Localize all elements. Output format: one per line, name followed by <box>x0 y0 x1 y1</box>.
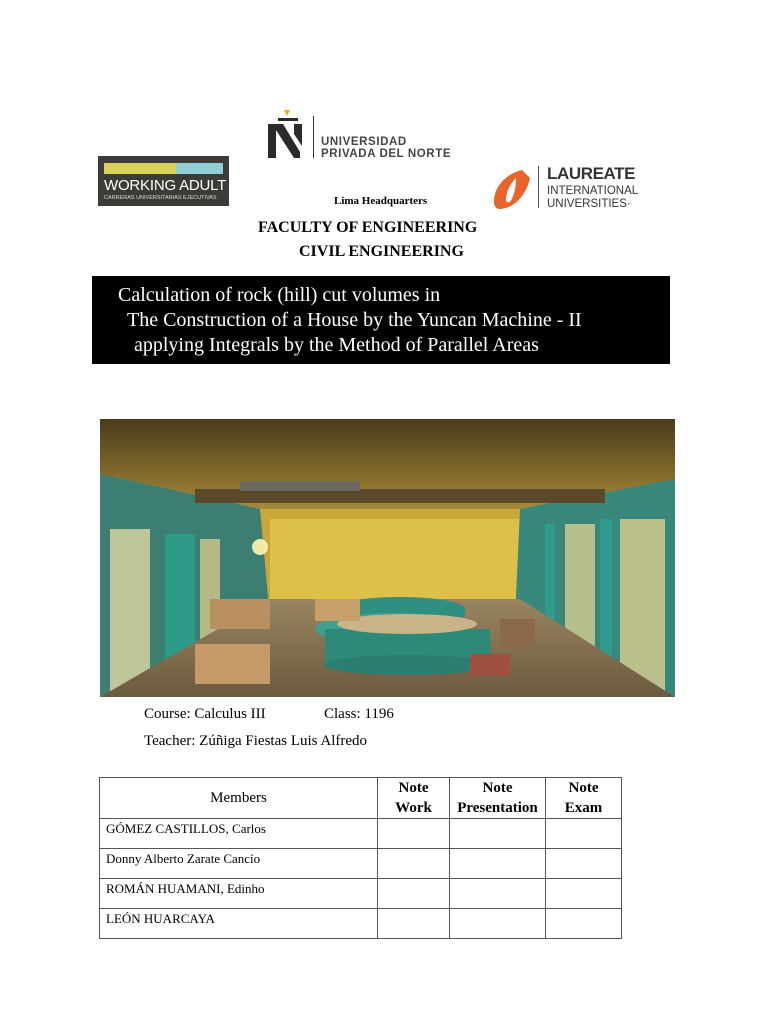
table-row <box>100 819 622 849</box>
note-presentation-cell[interactable] <box>450 879 546 909</box>
document-title-box <box>92 276 670 364</box>
upn-name-line2: PRIVADA DEL NORTE <box>321 148 452 160</box>
working-adult-logo <box>98 156 229 206</box>
member-name: Donny Alberto Zarate Cancío <box>100 849 378 879</box>
working-adult-blue-bar <box>176 163 223 174</box>
working-adult-title: WORKING ADULT <box>104 177 227 194</box>
upn-name <box>321 136 451 160</box>
note-presentation-cell[interactable] <box>450 909 546 939</box>
note-work-cell[interactable] <box>378 909 450 939</box>
upn-divider <box>313 116 314 158</box>
campus-label: Lima Headquarters <box>334 195 428 207</box>
working-adult-yellow-bar <box>104 163 176 174</box>
note-exam-cell[interactable] <box>546 909 622 939</box>
upn-name-line1: UNIVERSIDAD <box>321 136 407 148</box>
note-exam-header-line1: Note <box>568 780 599 796</box>
note-exam-header-line2: Exam <box>564 800 603 816</box>
note-presentation-header-line2: Presentation <box>457 800 538 816</box>
upn-n-logo-icon <box>266 110 308 160</box>
note-exam-cell[interactable] <box>546 879 622 909</box>
table-row <box>100 909 622 939</box>
teacher-label: Teacher: Zúñiga Fiestas Luis Alfredo <box>144 733 368 749</box>
member-name: ROMÁN HUAMANI, Edinho <box>100 879 378 909</box>
note-work-header-line1: Note <box>398 780 429 796</box>
faculty-heading: FACULTY OF ENGINEERING <box>258 219 478 236</box>
members-table <box>99 777 622 939</box>
note-exam-header <box>546 778 622 819</box>
laureate-title: LAUREATE <box>547 164 636 183</box>
table-row <box>100 879 622 909</box>
title-line-1: Calculation of rock (hill) cut volumes in <box>118 284 441 306</box>
note-work-cell[interactable] <box>378 819 450 849</box>
note-presentation-header <box>450 778 546 819</box>
laureate-logo <box>492 164 652 214</box>
career-heading: CIVIL ENGINEERING <box>299 243 464 260</box>
upn-logo <box>262 96 487 164</box>
title-line-2: The Construction of a House by the Yuncan Machine - II <box>127 309 582 331</box>
laureate-line2: UNIVERSITIES· <box>547 197 631 210</box>
note-work-cell[interactable] <box>378 879 450 909</box>
title-line-3: applying Integrals by the Method of Parallel Areas <box>134 334 539 356</box>
course-label: Course: Calculus III <box>144 706 266 722</box>
note-presentation-header-line1: Note <box>482 780 513 796</box>
note-exam-cell[interactable] <box>546 849 622 879</box>
note-exam-cell[interactable] <box>546 819 622 849</box>
note-presentation-cell[interactable] <box>450 819 546 849</box>
members-table-header <box>100 778 622 819</box>
class-label: Class: 1196 <box>324 706 394 722</box>
note-work-header-line2: Work <box>395 800 432 816</box>
note-work-header <box>378 778 450 819</box>
member-name: GÓMEZ CASTILLOS, Carlos <box>100 819 378 849</box>
note-work-cell[interactable] <box>378 849 450 879</box>
working-adult-subtitle: CARRERAS UNIVERSITARIAS EJECUTIVAS <box>104 195 217 201</box>
laureate-line1: INTERNATIONAL <box>547 185 639 197</box>
members-header: Members <box>100 778 378 819</box>
table-row <box>100 849 622 879</box>
laureate-divider <box>538 166 539 208</box>
powerhouse-photo <box>100 419 675 697</box>
laureate-leaf-icon <box>492 168 532 210</box>
member-name: LEÓN HUARCAYA <box>100 909 378 939</box>
note-presentation-cell[interactable] <box>450 849 546 879</box>
laureate-subtitle <box>547 185 638 210</box>
